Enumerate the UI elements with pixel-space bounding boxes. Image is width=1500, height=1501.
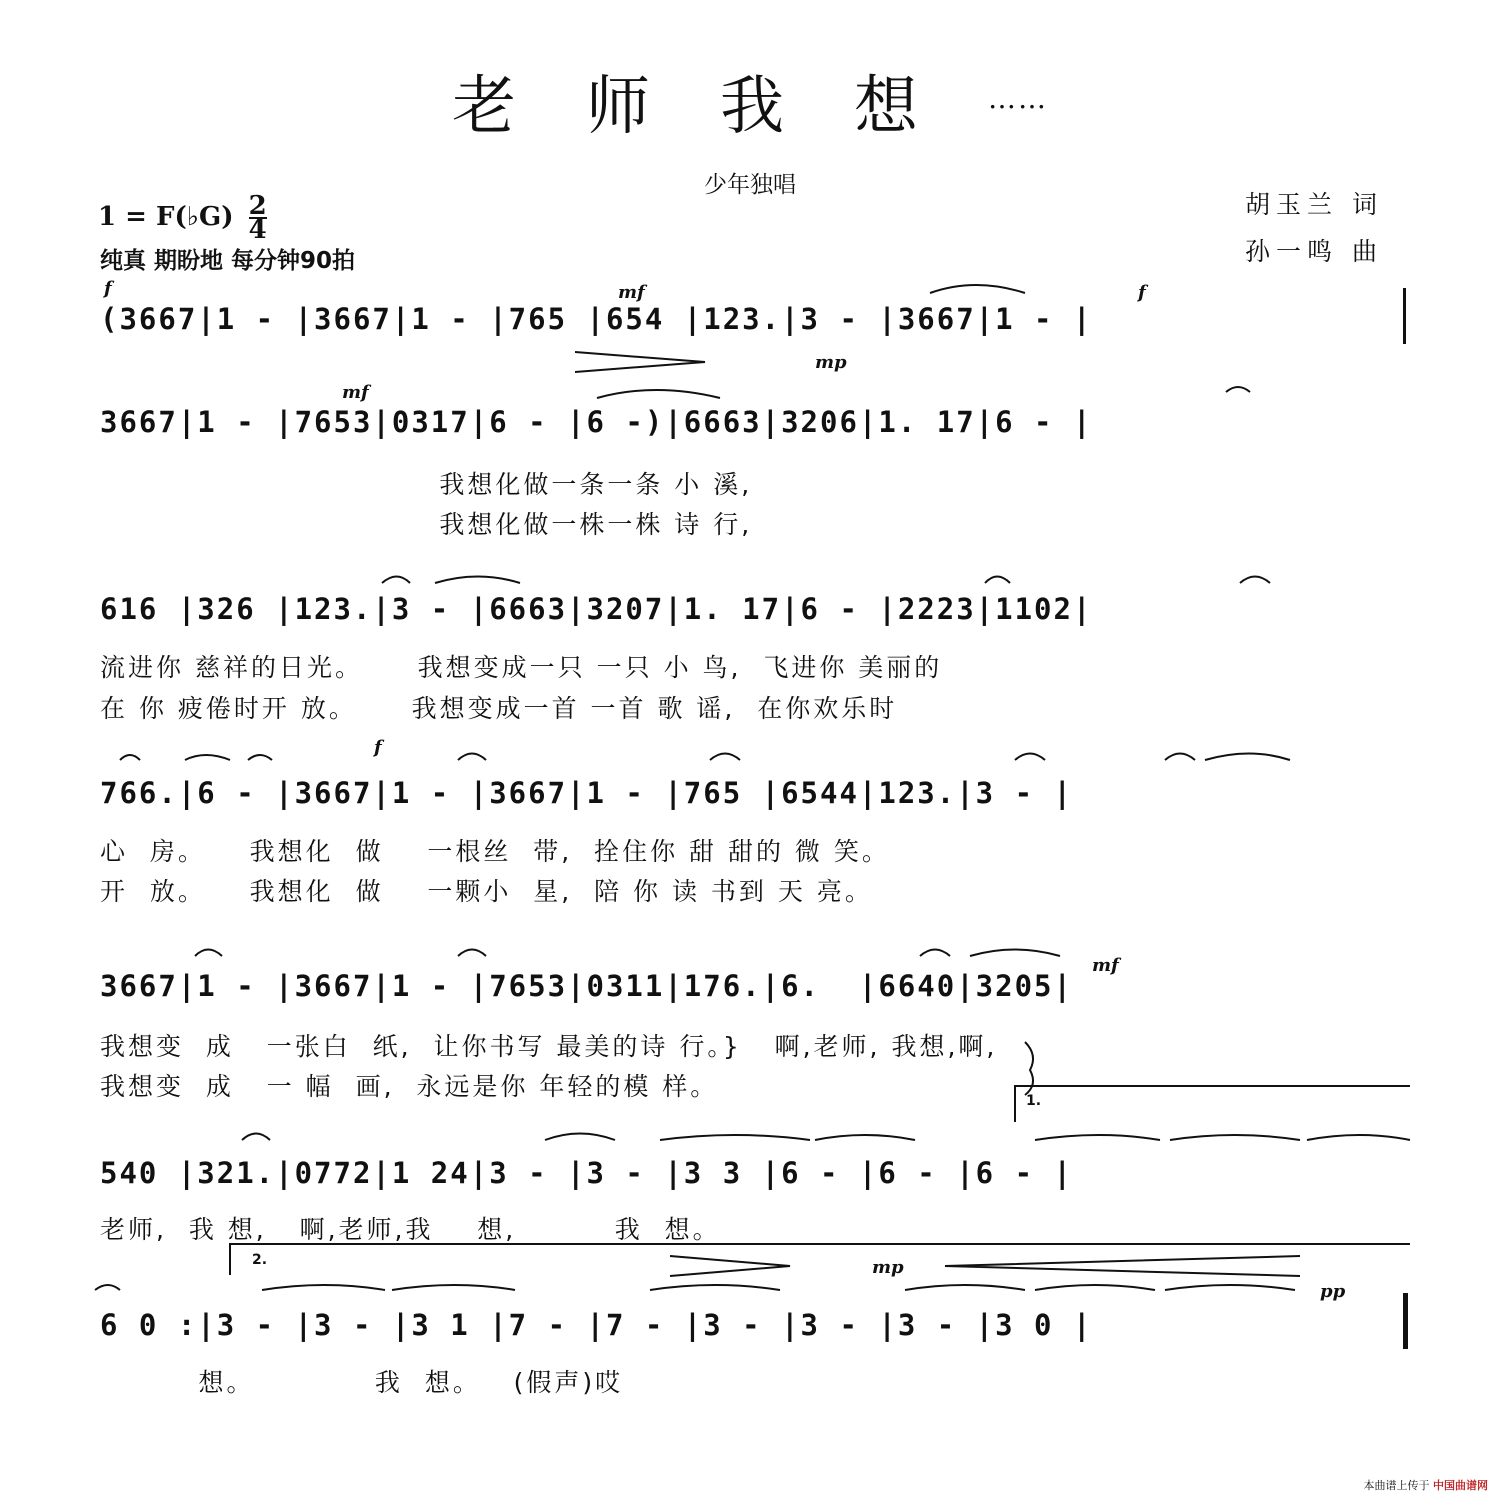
lyric-line-4-verse-1: 心 房。 我想化 做 一根丝 带, 拴住你 甜 甜的 微 笑。 bbox=[100, 837, 890, 866]
tie-9 bbox=[458, 950, 486, 957]
slur-4 bbox=[435, 577, 520, 584]
tie-1 bbox=[1226, 387, 1250, 392]
tie-4 bbox=[458, 754, 486, 761]
dynamic-mark-7: mf bbox=[1092, 955, 1119, 976]
slur-7 bbox=[248, 755, 272, 760]
dynamic-mark-3: mp bbox=[815, 352, 847, 373]
tie-3 bbox=[1240, 577, 1270, 584]
tie-7 bbox=[1165, 754, 1195, 761]
music-system-2: 3667|1 - |7653|0317|6 - |6 -)|6663|3206|1. 17|6 - | bbox=[100, 405, 1093, 439]
tie-11 bbox=[242, 1134, 270, 1141]
lyric-line-5-verse-1: 我想变 成 一张白 纸, 让你书写 最美的诗 行。} 啊,老师, 我想,啊, bbox=[100, 1032, 998, 1061]
tie-18 bbox=[262, 1285, 385, 1290]
slur-6 bbox=[185, 755, 230, 760]
crescendo-hairpin bbox=[575, 352, 705, 372]
subtitle: 少年独唱 bbox=[704, 172, 796, 198]
music-system-4: 766.|6 - |3667|1 - |3667|1 - |765 |6544|123.|3 - | bbox=[100, 776, 1073, 810]
title-ellipsis: …… bbox=[988, 82, 1048, 115]
lyric-line-3-verse-2: 在 你 疲倦时开 放。 我想变成一首 一首 歌 谣, 在你欢乐时 bbox=[100, 694, 898, 723]
slur-2 bbox=[597, 390, 720, 398]
tie-23 bbox=[1165, 1285, 1295, 1290]
tie-5 bbox=[710, 754, 740, 761]
slur-5 bbox=[120, 755, 140, 760]
tie-17 bbox=[95, 1285, 120, 1290]
lyric-line-6: 老师, 我 想, 啊,老师,我 想, 我 想。 bbox=[100, 1215, 721, 1244]
tie-22 bbox=[1035, 1285, 1155, 1290]
lyric-line-2-verse-1: 我想化做一条一条 小 溪, bbox=[100, 470, 753, 499]
decrescendo-hairpin bbox=[945, 1256, 1300, 1276]
dynamic-mark-4: f bbox=[1138, 282, 1146, 303]
slur-3 bbox=[382, 577, 410, 584]
tie-21 bbox=[905, 1285, 1025, 1290]
lyric-line-4-verse-2: 开 放。 我想化 做 一颗小 星, 陪 你 读 书到 天 亮。 bbox=[100, 877, 873, 906]
tie-14 bbox=[1035, 1135, 1160, 1140]
music-system-7: 6 0 :|3 - |3 - |3 1 |7 - |7 - |3 - |3 - |3 - |3 0 | bbox=[100, 1308, 1093, 1342]
dynamic-mark-1: f bbox=[104, 278, 112, 299]
dynamic-mark-9: pp bbox=[1320, 1281, 1346, 1302]
tie-20 bbox=[650, 1285, 780, 1290]
time-signature: $\frac{2}{4}$ bbox=[248, 191, 267, 245]
dynamic-mark-6: f bbox=[374, 737, 382, 758]
music-system-5: 3667|1 - |3667|1 - |7653|0311|176.|6. |6640|3205| bbox=[100, 969, 1073, 1003]
dynamic-mark-2: mf bbox=[618, 282, 645, 303]
dynamic-mark-5: mf bbox=[342, 382, 369, 403]
composer-credit: 孙一鸣 曲 bbox=[1245, 237, 1383, 266]
music-system-3: 616 |326 |123.|3 - |6663|3207|1. 17|6 - |2223|1102| bbox=[100, 592, 1093, 626]
tie-6 bbox=[1015, 754, 1045, 761]
slur-8 bbox=[1205, 754, 1290, 761]
site-logo-text: 中国曲谱网 bbox=[1433, 1479, 1488, 1492]
volta-1-label: 1. bbox=[1026, 1093, 1042, 1109]
music-system-1: (3667|1 - |3667|1 - |765 |654 |123.|3 - |3667|1 - | bbox=[100, 302, 1093, 336]
page-title: 老师我想…… bbox=[452, 70, 1048, 144]
tie-16 bbox=[1307, 1135, 1410, 1140]
slur-9 bbox=[970, 950, 1060, 957]
lyricist-credit: 胡玉兰 词 bbox=[1245, 190, 1383, 219]
volta-1-bracket bbox=[1015, 1086, 1410, 1122]
slur-1 bbox=[930, 285, 1025, 293]
tie-10 bbox=[920, 950, 950, 957]
key-signature: 1 = F(♭G) $\frac{2}{4}$ bbox=[98, 191, 267, 245]
tempo-marking: 纯真 期盼地 每分钟90拍 bbox=[100, 248, 356, 274]
lyric-line-5-verse-2: 我想变 成 一 幅 画, 永远是你 年轻的模 样。 bbox=[100, 1072, 719, 1101]
tie-13 bbox=[815, 1135, 915, 1140]
lyric-line-3-verse-1: 流进你 慈祥的日光。 我想变成一只 一只 小 鸟, 飞进你 美丽的 bbox=[100, 653, 943, 682]
tie-15 bbox=[1170, 1135, 1300, 1140]
tie-8 bbox=[195, 950, 222, 957]
volta-2-label: 2. bbox=[252, 1252, 268, 1268]
tie-19 bbox=[392, 1285, 515, 1290]
music-system-6: 540 |321.|0772|1 24|3 - |3 - |3 3 |6 - |6 - |6 - | bbox=[100, 1156, 1073, 1190]
lyric-line-7: 想。 我 想。 (假声)哎 bbox=[100, 1368, 624, 1397]
footer-credit: 本曲谱上传于 中国曲谱网 bbox=[1363, 1479, 1488, 1492]
tie-12 bbox=[660, 1135, 810, 1140]
slur-10 bbox=[545, 1134, 615, 1141]
verse-brace bbox=[1025, 1042, 1033, 1095]
tie-2 bbox=[985, 577, 1010, 584]
dynamic-mark-8: mp bbox=[872, 1257, 904, 1278]
crescendo-hairpin-2 bbox=[670, 1256, 790, 1276]
volta-2-bracket bbox=[230, 1244, 1410, 1275]
lyric-line-2-verse-2: 我想化做一株一株 诗 行, bbox=[100, 510, 753, 539]
